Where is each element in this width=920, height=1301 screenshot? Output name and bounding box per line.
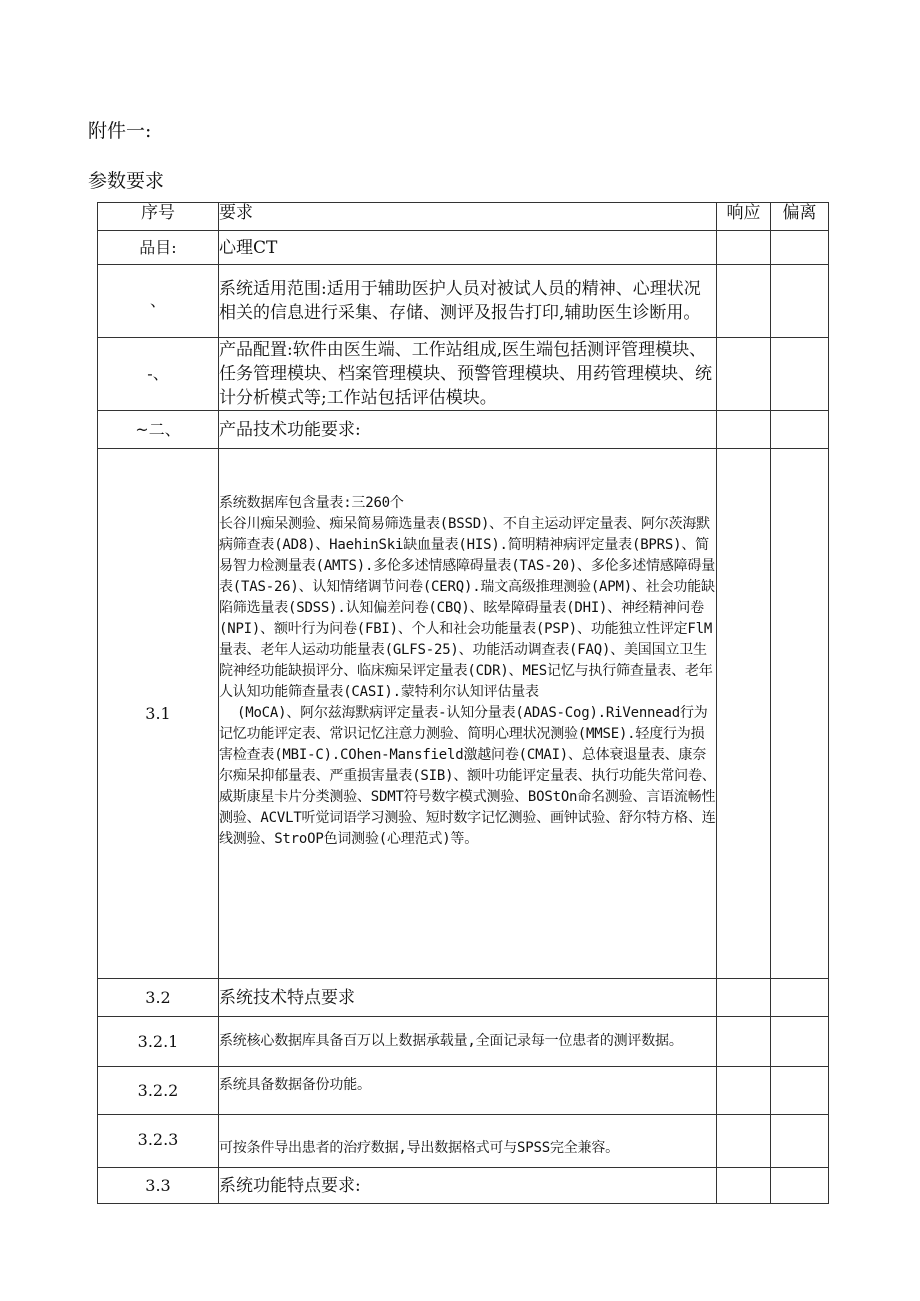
deviation-cell[interactable] (771, 231, 829, 265)
response-cell[interactable] (717, 1168, 771, 1204)
response-cell[interactable] (717, 1067, 771, 1115)
response-cell[interactable] (717, 1017, 771, 1067)
row-requirement (219, 449, 717, 979)
table-row (98, 231, 829, 265)
response-cell[interactable] (717, 338, 771, 411)
row-requirement: 产品技术功能要求: (219, 411, 717, 449)
table-row (98, 1067, 829, 1115)
row-number: -、 (98, 338, 219, 411)
deviation-cell[interactable] (771, 1115, 829, 1168)
response-cell[interactable] (717, 449, 771, 979)
requirements-table (97, 202, 829, 1204)
row-requirement: 可按条件导出患者的治疗数据,导出数据格式可与SPSS完全兼容。 (219, 1115, 717, 1168)
section-title: 参数要求 (88, 170, 165, 192)
header-response: 响应 (717, 203, 771, 231)
row-requirement: 产品配置:软件由医生端、工作站组成,医生端包括测评管理模块、任务管理模块、档案管理模块、预警管理模块、用药管理模块、统计分析模式等;工作站包括评估模块。 (219, 338, 717, 411)
row-requirement: 系统技术特点要求 (219, 979, 717, 1017)
table-row (98, 338, 829, 411)
table-row (98, 1115, 829, 1168)
row-number: 3.1 (98, 449, 219, 979)
header-deviation: 偏离 (771, 203, 829, 231)
table-row (98, 265, 829, 338)
row-requirement: 系统具备数据备份功能。 (219, 1067, 717, 1115)
table-row (98, 449, 829, 979)
deviation-cell[interactable] (771, 265, 829, 338)
row-number: ~二、 (98, 411, 219, 449)
header-no: 序号 (98, 203, 219, 231)
attachment-label: 附件一: (88, 120, 152, 142)
deviation-cell[interactable] (771, 1017, 829, 1067)
row-number: 、 (98, 265, 219, 338)
deviation-cell[interactable] (771, 979, 829, 1017)
row-requirement: 系统适用范围:适用于辅助医护人员对被试人员的精神、心理状况相关的信息进行采集、存储、测评及报告打印,辅助医生诊断用。 (219, 265, 717, 338)
table-header-row (98, 203, 829, 231)
response-cell[interactable] (717, 979, 771, 1017)
deviation-cell[interactable] (771, 1168, 829, 1204)
row-number: 3.3 (98, 1168, 219, 1204)
row-number: 3.2.2 (98, 1067, 219, 1115)
row-number: 3.2 (98, 979, 219, 1017)
row-number: 3.2.3 (98, 1115, 219, 1168)
header-requirement: 要求 (219, 203, 717, 231)
response-cell[interactable] (717, 265, 771, 338)
row-requirement: 心理CT (219, 231, 717, 265)
table-row (98, 979, 829, 1017)
deviation-cell[interactable] (771, 338, 829, 411)
row-number: 品目: (98, 231, 219, 265)
scale-list: 长谷川痴呆测验、痴呆简易筛选量表(BSSD)、不自主运动评定量表、阿尔茨海默病筛查表(AD8)、HaehinSki缺血量表(HIS).简明精神病评定量表(BPRS)、简易智力检测量表(AMTS).多伦多述情感障碍量表(TAS-20)、多伦多述情感障碍量表(TAS-26)、认知情绪调节问卷(CERQ).瑞文高级推理测验(APM)、社会功能缺陷筛选量表(SDSS).认知偏差问卷(CBQ)、眩晕障碍量表(DHI)、神经精神问卷(NPI)、额叶行为问卷(FBI)、个人和社会功能量表(PSP)、功能独立性评定FlM量表、老年人运动功能量表(GLFS-25)、功能活动调查表(FAQ)、美国国立卫生院神经功能缺损评分、临床痴呆评定量表(CDR)、MES记忆与执行筛查量表、老年人认知功能筛查量表(CASI).蒙特利尔认知评估量表 (219, 516, 716, 700)
table-row (98, 1017, 829, 1067)
row-number: 3.2.1 (98, 1017, 219, 1067)
table-row (98, 411, 829, 449)
scale-count-intro: 系统数据库包含量表:三260个 (219, 495, 404, 511)
deviation-cell[interactable] (771, 411, 829, 449)
deviation-cell[interactable] (771, 1067, 829, 1115)
response-cell[interactable] (717, 411, 771, 449)
deviation-cell[interactable] (771, 449, 829, 979)
table-row (98, 1168, 829, 1204)
row-requirement: 系统核心数据库具备百万以上数据承载量,全面记录每一位患者的测评数据。 (219, 1017, 717, 1067)
row-requirement: 系统功能特点要求: (219, 1168, 717, 1204)
response-cell[interactable] (717, 1115, 771, 1168)
scale-list-continued: (MoCA)、阿尔兹海默病评定量表-认知分量表(ADAS-Cog).RiVennead行为记忆功能评定表、常识记忆注意力测验、简明心理状况测验(MMSE).轻度行为损害检查表(MBI-C).COhen-Mansfield激越问卷(CMAI)、总体衰退量表、康奈尔痴呆抑郁量表、严重损害量表(SIB)、额叶功能评定量表、执行功能失常问卷、威斯康星卡片分类测验、SDMT符号数字模式测验、BOStOn命名测验、言语流畅性测验、ACVLT听觉词语学习测验、短时数字记忆测验、画钟试验、舒尔特方格、连线测验、StroOP色词测验(心理范式)等。 (219, 705, 716, 847)
response-cell[interactable] (717, 231, 771, 265)
